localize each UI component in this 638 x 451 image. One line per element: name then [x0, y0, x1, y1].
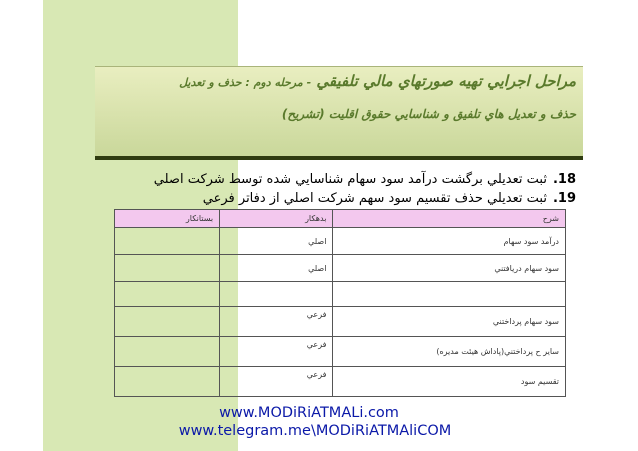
header-debit: بدهكار — [220, 210, 333, 228]
row-description: سود سهام دريافتني — [333, 255, 566, 282]
point-text: ثبت تعديلي برگشت درآمد سود سهام شناسايي شده توسط شركت اصلي — [153, 172, 547, 187]
slide-title-suffix: - مرحله دوم : حذف و تعديل — [179, 76, 312, 89]
row-type: اصلي — [220, 255, 333, 282]
telegram-link[interactable]: www.telegram.me\MODiRiATMAliCOM — [178, 423, 452, 439]
slide-title — [179, 72, 576, 90]
row-credit — [115, 307, 220, 337]
row-credit — [115, 228, 220, 255]
row-credit — [115, 282, 220, 307]
row-type: اصلي — [220, 228, 333, 255]
point-text: ثبت تعديلي حذف تقسيم سود سهم شركت اصلي از دفاتر فرعي — [202, 191, 547, 206]
website-link[interactable]: www.MODiRiATMALi.com — [219, 405, 399, 421]
table-row — [115, 337, 566, 367]
table-row — [115, 367, 566, 397]
table-row — [115, 228, 566, 255]
row-type — [220, 282, 333, 307]
row-description — [333, 282, 566, 307]
row-description: درآمد سود سهام — [333, 228, 566, 255]
row-credit — [115, 255, 220, 282]
row-credit — [115, 367, 220, 397]
slide-subtitle: حذف و تعديل هاي تلفيق و شناسايي حقوق اقليت (تشريح) — [281, 107, 576, 121]
row-description: تقسيم سود — [333, 367, 566, 397]
row-description: سود سهام پرداختني — [333, 307, 566, 337]
header-description: شرح — [333, 210, 566, 228]
journal-entry-table — [114, 209, 566, 397]
row-type: فرعي — [220, 307, 333, 337]
row-type: فرعي — [220, 367, 333, 397]
table-row — [115, 255, 566, 282]
slide-title-text: مراحل اجرايي تهيه صورتهاي مالي تلفيقي — [316, 72, 576, 90]
header-credit: بستانكار — [115, 210, 220, 228]
table-row — [115, 282, 566, 307]
table-header-row — [115, 210, 566, 228]
row-credit — [115, 337, 220, 367]
point-item — [203, 191, 576, 206]
table-row — [115, 307, 566, 337]
row-type: فرعي — [220, 337, 333, 367]
row-description: ساير ح پرداختني(پاداش هيئت مديره) — [333, 337, 566, 367]
point-item — [154, 172, 576, 187]
point-number: 18. — [552, 172, 576, 187]
point-number: 19. — [552, 191, 576, 206]
title-divider — [95, 156, 583, 160]
